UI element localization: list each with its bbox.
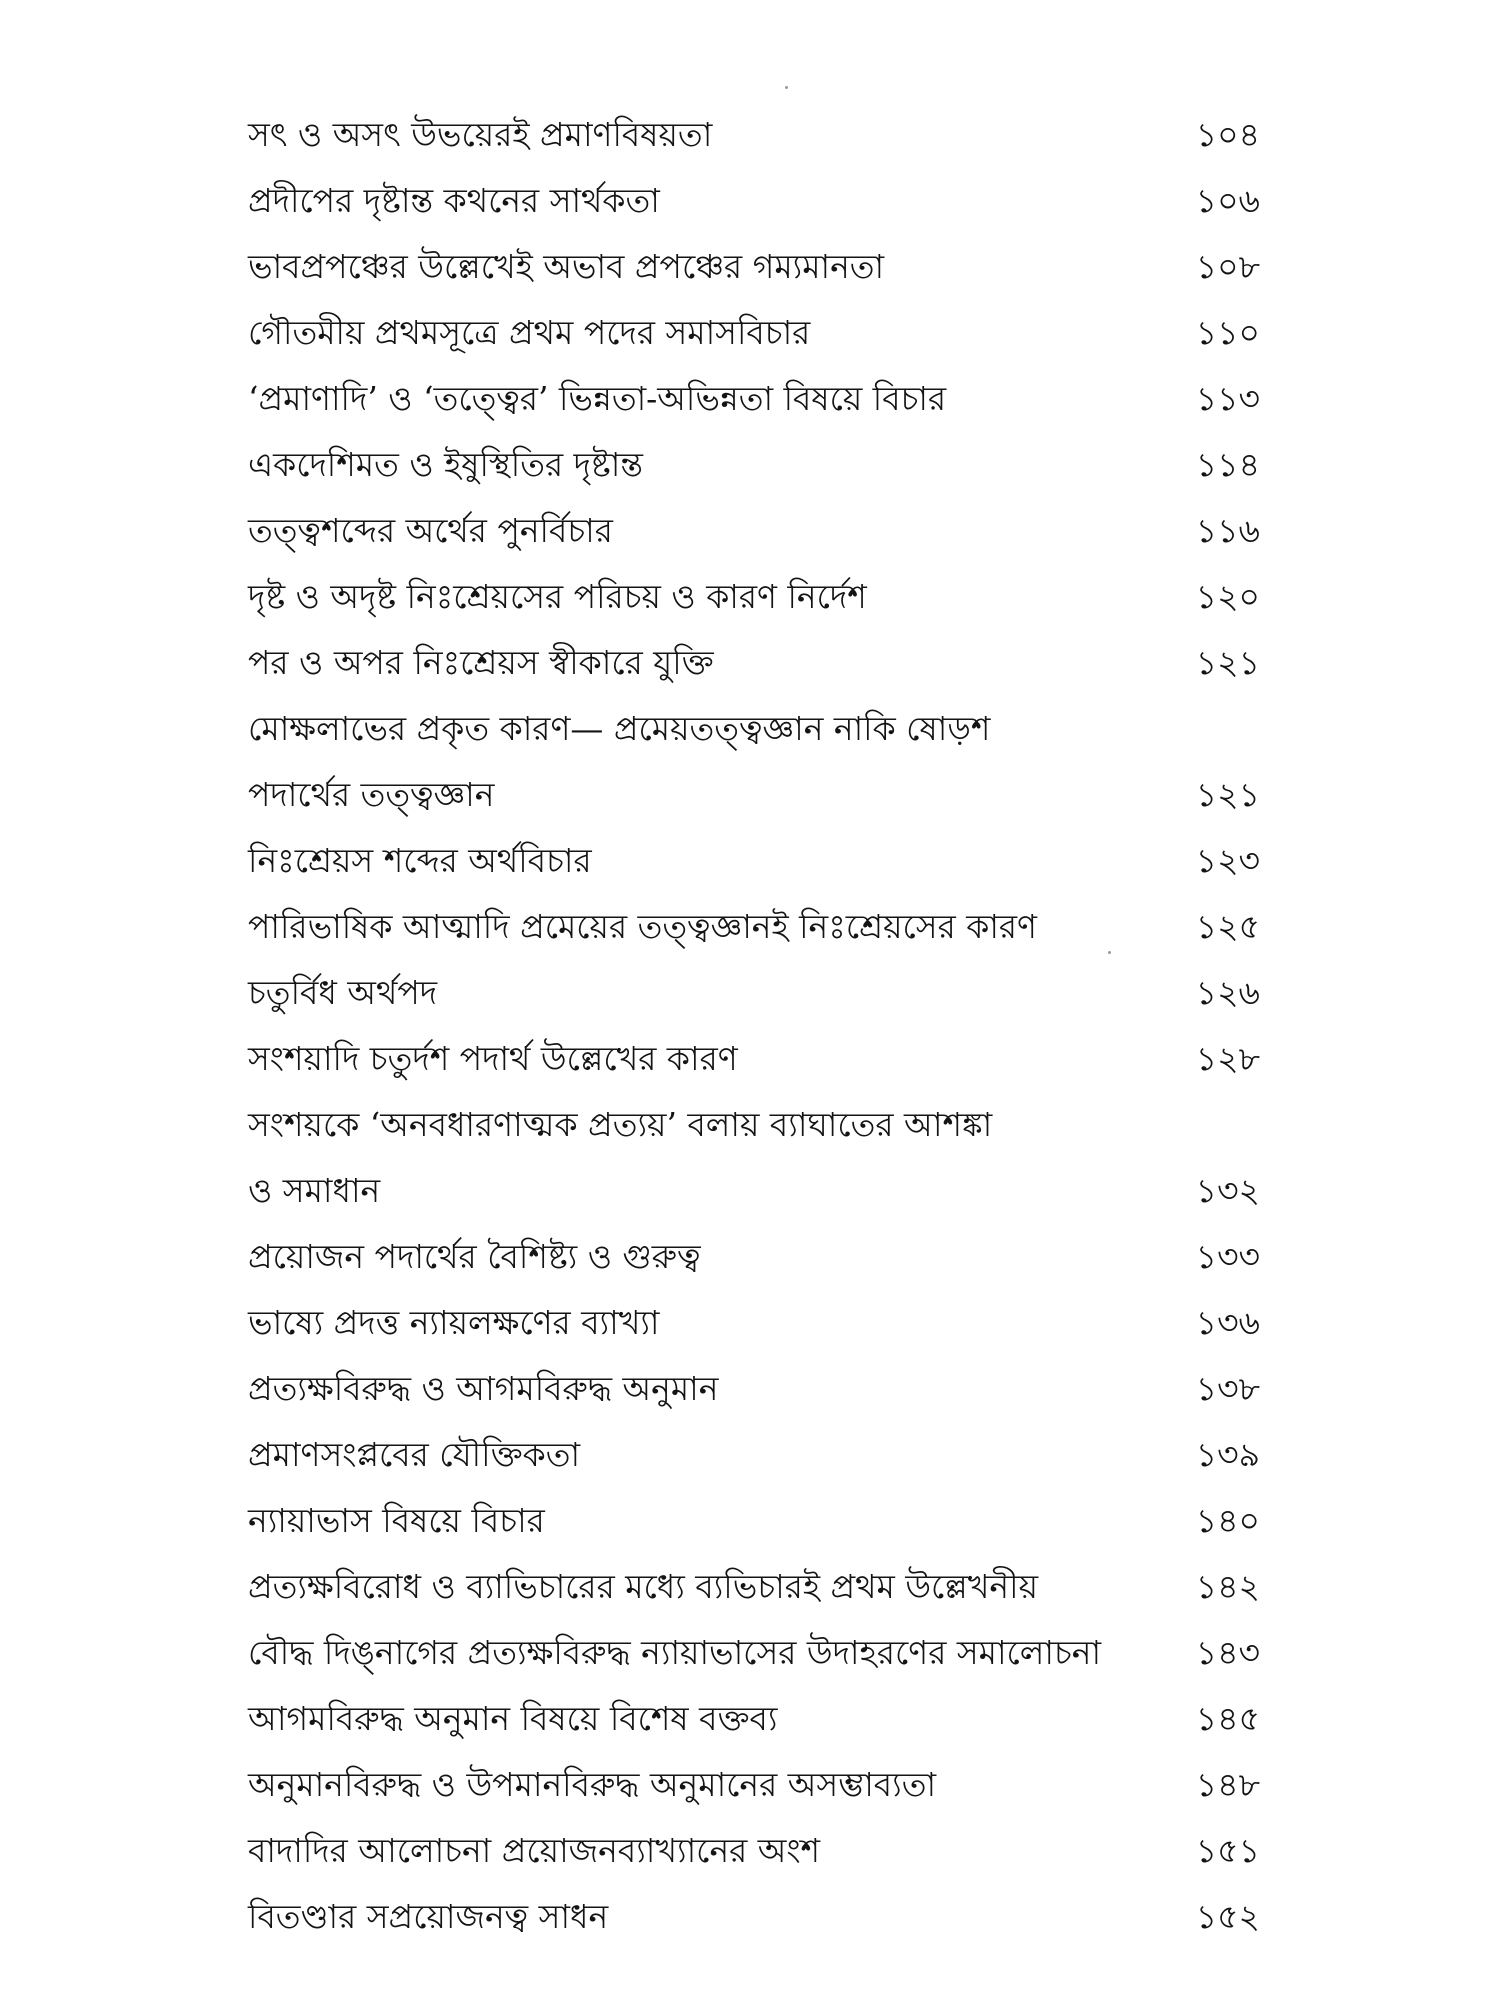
toc-entry xyxy=(248,234,1260,300)
toc-entry-page: ১৪৩ xyxy=(1195,1633,1260,1672)
toc-entry-title: বাদাদির আলোচনা প্রয়োজনব্যাখ্যানের অংশ xyxy=(248,1831,821,1870)
toc-entry-page: ১০৬ xyxy=(1195,181,1260,220)
table-of-contents xyxy=(248,102,1260,1950)
toc-entry xyxy=(248,696,1260,762)
toc-entry-title: প্রদীপের দৃষ্টান্ত কথনের সার্থকতা xyxy=(248,181,660,220)
toc-entry-page: ১২০ xyxy=(1195,577,1260,616)
toc-entry xyxy=(248,762,1260,828)
toc-entry-page: ১০৮ xyxy=(1195,247,1260,286)
toc-entry-page: ১৪০ xyxy=(1195,1501,1260,1540)
toc-entry-title: প্রত্যক্ষবিরোধ ও ব্যাভিচারের মধ্যে ব্যভিচারই প্রথম উল্লেখনীয় xyxy=(248,1567,1039,1606)
toc-entry xyxy=(248,1884,1260,1950)
toc-entry-title: বিতণ্ডার সপ্রয়োজনত্ব সাধন xyxy=(248,1897,609,1936)
toc-entry xyxy=(248,1356,1260,1422)
toc-entry-page: ১২৫ xyxy=(1195,907,1260,946)
toc-entry-page: ১২১ xyxy=(1195,775,1260,814)
toc-entry-title: প্রমাণসংপ্লবের যৌক্তিকতা xyxy=(248,1435,581,1474)
toc-entry-page: ১৫১ xyxy=(1195,1831,1260,1870)
toc-entry xyxy=(248,1488,1260,1554)
toc-entry xyxy=(248,1026,1260,1092)
toc-entry-page: ১১৬ xyxy=(1195,511,1260,550)
toc-entry-page: ১৩৩ xyxy=(1195,1237,1260,1276)
toc-entry xyxy=(248,1686,1260,1752)
toc-entry xyxy=(248,828,1260,894)
toc-entry-title: সংশয়কে ‘অনবধারণাত্মক প্রত্যয়’ বলায় ব্যাঘাতের আশঙ্কা xyxy=(248,1105,993,1144)
toc-entry-title: তত্ত্বশব্দের অর্থের পুনর্বিচার xyxy=(248,511,613,550)
toc-entry-title: প্রত্যক্ষবিরুদ্ধ ও আগমবিরুদ্ধ অনুমান xyxy=(248,1369,719,1408)
toc-entry-page: ১২৬ xyxy=(1195,973,1260,1012)
toc-entry-title: ‘প্রমাণাদি’ ও ‘তত্ত্বের’ ভিন্নতা-অভিন্নতা বিষয়ে বিচার xyxy=(248,379,947,418)
toc-entry xyxy=(248,102,1260,168)
toc-entry-title: বৌদ্ধ দিঙ্নাগের প্রত্যক্ষবিরুদ্ধ ন্যায়াভাসের উদাহরণের সমালোচনা xyxy=(248,1633,1102,1672)
toc-entry-title: সংশয়াদি চতুর্দশ পদার্থ উল্লেখের কারণ xyxy=(248,1039,738,1078)
toc-entry-page: ১৩২ xyxy=(1195,1171,1260,1210)
toc-entry xyxy=(248,1092,1260,1158)
toc-entry xyxy=(248,1554,1260,1620)
toc-entry-page: ১৪২ xyxy=(1195,1567,1260,1606)
toc-entry-title: ও সমাধান xyxy=(248,1171,381,1210)
toc-entry-title: পর ও অপর নিঃশ্রেয়স স্বীকারে যুক্তি xyxy=(248,643,714,682)
toc-entry-title: আগমবিরুদ্ধ অনুমান বিষয়ে বিশেষ বক্তব্য xyxy=(248,1699,778,1738)
toc-entry-page: ১১৩ xyxy=(1195,379,1260,418)
toc-entry xyxy=(248,564,1260,630)
toc-entry-page: ১৩৬ xyxy=(1195,1303,1260,1342)
toc-entry-title: একদেশিমত ও ইষুস্থিতির দৃষ্টান্ত xyxy=(248,445,644,484)
toc-entry-title: ন্যায়াভাস বিষয়ে বিচার xyxy=(248,1501,545,1540)
toc-entry xyxy=(248,960,1260,1026)
toc-entry-title: নিঃশ্রেয়স শব্দের অর্থবিচার xyxy=(248,841,592,880)
toc-entry-page: ১৪৫ xyxy=(1195,1699,1260,1738)
toc-entry-page: ১৪৮ xyxy=(1195,1765,1260,1804)
toc-entry-page: ১২১ xyxy=(1195,643,1260,682)
toc-entry xyxy=(248,432,1260,498)
toc-entry xyxy=(248,1422,1260,1488)
toc-entry xyxy=(248,300,1260,366)
toc-entry xyxy=(248,1290,1260,1356)
toc-entry xyxy=(248,1224,1260,1290)
toc-entry xyxy=(248,1818,1260,1884)
toc-entry-page: ১৩৮ xyxy=(1195,1369,1260,1408)
toc-entry xyxy=(248,1620,1260,1686)
toc-entry-page: ১২৩ xyxy=(1195,841,1260,880)
toc-entry-page: ১২৮ xyxy=(1195,1039,1260,1078)
toc-entry xyxy=(248,366,1260,432)
toc-entry-title: ভাষ্যে প্রদত্ত ন্যায়লক্ষণের ব্যাখ্যা xyxy=(248,1303,660,1342)
toc-entry-title: সৎ ও অসৎ উভয়েরই প্রমাণবিষয়তা xyxy=(248,115,713,154)
toc-entry-title: দৃষ্ট ও অদৃষ্ট নিঃশ্রেয়সের পরিচয় ও কারণ নির্দেশ xyxy=(248,577,867,616)
toc-entry xyxy=(248,498,1260,564)
toc-entry-page: ১১০ xyxy=(1195,313,1260,352)
toc-entry xyxy=(248,1158,1260,1224)
scan-speck xyxy=(785,86,788,89)
toc-entry-title: গৌতমীয় প্রথমসূত্রে প্রথম পদের সমাসবিচার xyxy=(248,313,811,352)
toc-entry-page: ১১৪ xyxy=(1195,445,1260,484)
toc-entry-title: পদার্থের তত্ত্বজ্ঞান xyxy=(248,775,495,814)
toc-entry-page: ১০৪ xyxy=(1195,115,1260,154)
toc-entry xyxy=(248,894,1260,960)
toc-entry xyxy=(248,630,1260,696)
toc-entry-title: মোক্ষলাভের প্রকৃত কারণ— প্রমেয়তত্ত্বজ্ঞান নাকি ষোড়শ xyxy=(248,709,991,748)
toc-entry-page: ১৫২ xyxy=(1195,1897,1260,1936)
toc-entry-page: ১৩৯ xyxy=(1195,1435,1260,1474)
toc-entry-title: চতুর্বিধ অর্থপদ xyxy=(248,973,438,1012)
toc-entry-title: পারিভাষিক আত্মাদি প্রমেয়ের তত্ত্বজ্ঞানই নিঃশ্রেয়সের কারণ xyxy=(248,907,1038,946)
toc-entry-title: ভাবপ্রপঞ্চের উল্লেখেই অভাব প্রপঞ্চের গম্যমানতা xyxy=(248,247,885,286)
toc-entry-title: প্রয়োজন পদার্থের বৈশিষ্ট্য ও গুরুত্ব xyxy=(248,1237,701,1276)
toc-entry-title: অনুমানবিরুদ্ধ ও উপমানবিরুদ্ধ অনুমানের অসম্ভাব্যতা xyxy=(248,1765,937,1804)
toc-entry xyxy=(248,1752,1260,1818)
toc-entry xyxy=(248,168,1260,234)
